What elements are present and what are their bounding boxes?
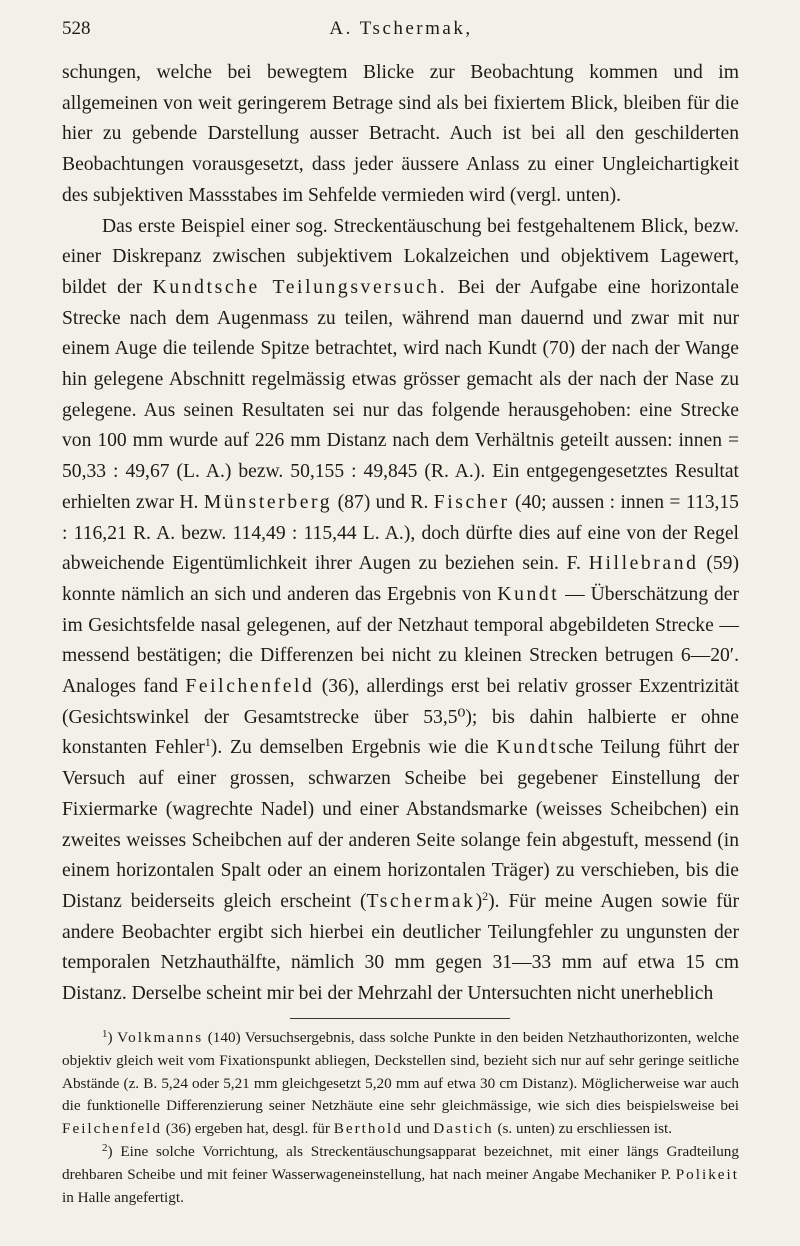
author-name: Berthold [333,1120,403,1138]
author-name: Feilchenfeld [185,676,315,698]
author-name: Tschermak [366,890,476,912]
footnotes [62,1027,739,1209]
footnote-marker: 1 [102,1028,108,1040]
text-run: ). Für meine Augen sowie für andere Beobachter ergibt sich hierbei ein deutlicher Teilungfehler zu ungunsten der temporalen Netzhauthälfte, nämlich 30 mm gegen 31—33 mm auf etwa 15 cm Distanz. Derselbe scheint mir bei der Mehrzahl der Untersuchten nicht unerheblich [62,890,739,1005]
paragraph-2 [62,212,739,1010]
author-name: Münsterberg [203,491,333,513]
footnote-reference: 2 [482,888,489,903]
footnote-reference: 1 [204,735,211,750]
author-name: Kundt [497,583,560,605]
author-name: Polikeit [675,1165,739,1183]
text-run: ) Eine solche Vorrichtung, als Streckentäuschungsapparat bezeichnet, mit einer längs Gradteilung drehbaren Scheibe und mit feiner Wasserwageneinstellung, hat nach meiner Angabe Mechaniker P. [62,1142,739,1183]
footnote-marker: 2 [102,1141,108,1154]
body-text [62,58,739,1010]
text-run: ) [107,1029,118,1046]
running-head: A. Tschermak, [329,18,473,39]
text-run: Bei der Aufgabe eine horizontale Strecke nach dem Augenmass zu teilen, während man dauernd und zwar mit nur einem Auge die teilende Spitze betrachtet, wird nach Kundt (70) der nach der Wange hin gelegene Abschnitt regelmässig etwas grösser gemacht als der nach der Nase zu gelegene. Aus seinen Resultaten sei nur das folgende herausgehoben: eine Strecke von 100 mm wurde auf 226 mm Distanz nach dem Verhältnis geteilt aussen: innen = 50,33 : 49,67 (L. A.) bezw. 50,155 : 49,845 (R. A.). Ein entgegengesetztes Resultat erhielten zwar H. [62,276,740,513]
text-run: (59) konnte nämlich an sich und anderen das Ergebnis von [62,553,739,605]
text-run: und [402,1120,434,1138]
page-number: 528 [62,18,91,39]
text-run: — Überschätzung der im Gesichtsfelde nasal gelegenen, auf der Netzhaut temporal abgebildeten Strecke — messend bestätigen; die Differenzen bei nicht zu kleinen Strecken betrugen 6—20′. Analoges fand [62,583,739,698]
text-run: (87) und R. [332,491,434,513]
text-run: (36) ergeben hat, desgl. für [161,1120,334,1138]
page-header [62,18,740,48]
author-name: Feilchenfeld [62,1120,162,1138]
author-name: Hillebrand [588,553,699,575]
spaced-term: Kundtsche Teilungsversuch. [152,276,448,298]
text-run: ) [475,890,483,912]
author-name: Volkmanns [117,1029,204,1046]
text-run: (s. unten) zu erschliessen ist. [493,1120,673,1138]
text-run: sche Teilung führt der Versuch auf einer grossen, schwarzen Scheibe bei gegebener Einstellung der Fixiermarke (wagrechte Nadel) und einer Abstandsmarke (weisses Scheibchen) ein zweites weisses Scheibchen auf der anderen Seite solange fein abgestuft, messend (in einem horizontalen Spalt oder an einem horizontalen Träger) zu verschieben, bis die Distanz beiderseits gleich erscheint ( [62,737,739,912]
footnote-2 [62,1141,739,1209]
author-name: Dastich [433,1120,494,1138]
text-run: ). Zu demselben Ergebnis wie die [210,737,497,759]
footnote-1 [62,1027,739,1141]
paragraph-1: schungen, welche bei bewegtem Blicke zur Beobachtung kommen und im allgemeinen von weit geringerem Betrage sind als bei fixiertem Blick, bleiben für die hier zu gebende Darstellung ausser Betracht. Auch ist bei all den geschilderten Beobachtungen vorausgesetzt, dass jeder äussere Anlass zu einer Ungleichartigkeit des subjektiven Massstabes im Sehfelde vermieden wird (vergl. unten). [62,62,739,206]
text-run: Das erste Beispiel einer sog. Streckentäuschung bei festgehaltenem Blick, bezw. einer Diskrepanz zwischen subjektivem Lokalzeichen und objektivem Lagewert, bildet der [62,215,739,298]
text-run: (140) Versuchsergebnis, dass solche Punkte in den beiden Netzhauthorizonten, welche objektiv gleich weit vom Fixationspunkt abliegen, Deckstellen sind, bezieht sich nur auf sehr geringe seitliche Abstände (z. B. 5,24 oder 5,21 mm gleichgesetzt 5,20 mm auf etwa 30 cm Distanz). Möglicherweise war auch die funktionelle Differenzierung seiner Netzhäute eine sehr gleichmässige, wie sich dies beispielsweise bei [62,1029,740,1115]
author-name: Fischer [433,491,510,513]
text-run: (36), allerdings erst bei relativ grosser Exzentrizität (Gesichtswinkel der Gesamtstrecke über 53,5⁰); bis dahin halbierte er ohne konstanten Fehler [62,676,739,759]
author-name: Kundt [496,737,559,759]
text-run: in Halle angefertigt. [62,1188,184,1206]
footnote-divider [290,1018,510,1019]
text-run: (40; aussen : innen = 113,15 : 116,21 R. A. bezw. 114,49 : 115,44 L. A.), doch dürfte dies auf eine von der Regel abweichende Eigentümlichkeit ihrer Augen zu beziehen sein. F. [62,491,739,575]
